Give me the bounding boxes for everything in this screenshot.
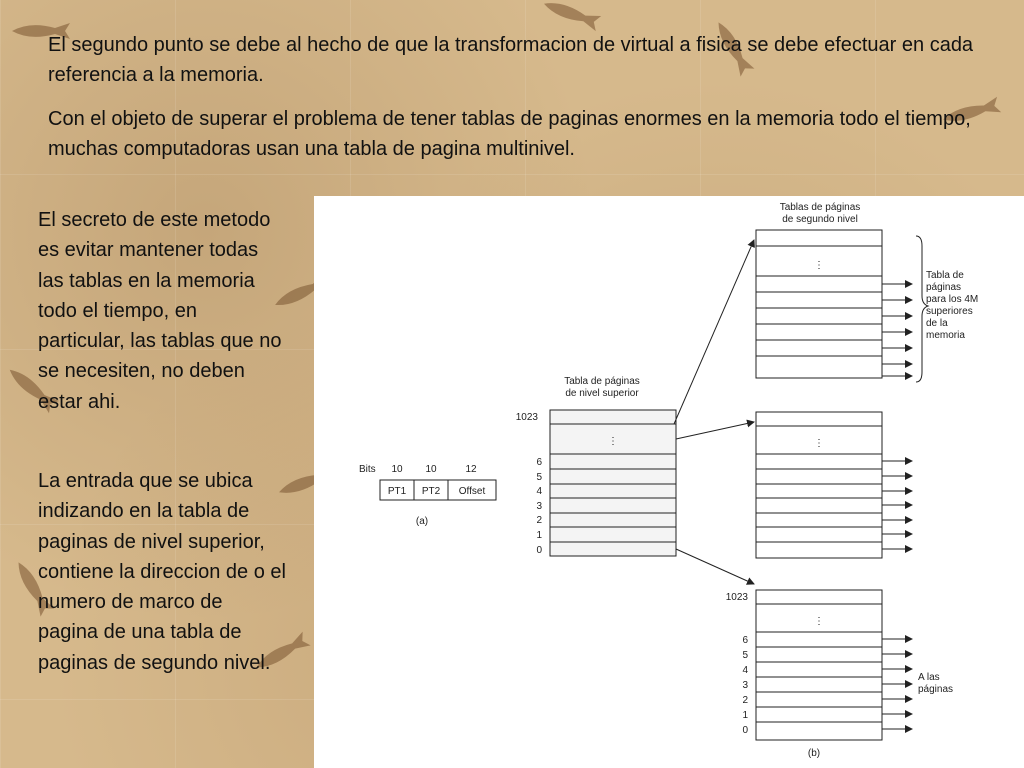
figure-diagram: [314, 196, 1024, 768]
pt2-bits: 10: [425, 464, 437, 475]
paragraph-2: Con el objeto de superar el problema de tener tablas de paginas enormes en la memoria todo el tiempo, muchas computadoras usan una tabla de pagina multinivel.: [48, 108, 971, 160]
lower-row-index-3: 3: [742, 680, 748, 691]
paragraph-4: La entrada que se ubica indizando en la tabla de paginas de nivel superior, contiene la direccion de o el numero de marco de pagina de una tabla de paginas de segundo nivel.: [38, 470, 286, 674]
lower-row-index-2: 2: [742, 695, 748, 706]
pt2-label: PT2: [421, 486, 441, 497]
lower-index-1023: 1023: [725, 592, 748, 603]
caption-a: (a): [415, 516, 429, 527]
to-pages-label-line2: páginas: [918, 684, 954, 695]
top-row-index-4: 4: [536, 486, 542, 497]
brace-label-line3: para los 4M: [926, 294, 979, 305]
top-row-index-5: 5: [536, 472, 542, 483]
paragraph-1: El segundo punto se debe al hecho de que la transformacion de virtual a fisica se debe efectuar en cada referencia a la memoria.: [48, 34, 974, 86]
bits-label: Bits: [359, 464, 376, 475]
top-index-1023: 1023: [515, 412, 538, 423]
lower-row-index-4: 4: [742, 665, 748, 676]
paragraph-3: El secreto de este metodo es evitar mantener todas las tablas en la memoria todo el tiempo, en particular, las tablas que no se necesiten, no deben estar ahi.: [38, 209, 282, 413]
second-level-title-line1: Tablas de páginas: [779, 202, 861, 213]
brace-label-line2: páginas: [926, 282, 962, 293]
address-format-a: [359, 464, 496, 527]
middle-table-ellipsis: ⋮: [814, 438, 824, 449]
top-level-title-line1: Tabla de páginas: [564, 376, 640, 387]
brace-label-line6: memoria: [926, 330, 965, 341]
brace-label-line4: superiores: [926, 306, 973, 317]
brace-label-line1: Tabla de: [926, 270, 964, 281]
top-row-index-2: 2: [536, 515, 542, 526]
pointer-to-lower-table: [676, 549, 754, 584]
to-pages-label-line1: A las: [918, 672, 940, 683]
offset-bits: 12: [465, 464, 477, 475]
top-row-index-1: 1: [536, 530, 542, 541]
brace-label-line5: de la: [926, 318, 948, 329]
top-table-ellipsis: ⋮: [608, 436, 618, 447]
top-row-index-3: 3: [536, 501, 542, 512]
pointer-to-middle-table: [676, 422, 754, 439]
lower-row-index-1: 1: [742, 710, 748, 721]
upper-table-ellipsis: ⋮: [814, 260, 824, 271]
multilevel-page-table-figure: [314, 196, 1024, 768]
offset-label: Offset: [458, 486, 486, 497]
lower-row-index-5: 5: [742, 650, 748, 661]
pt1-label: PT1: [387, 486, 407, 497]
caption-b: (b): [807, 748, 821, 759]
top-row-index-0: 0: [536, 545, 542, 556]
second-level-table-middle: [756, 412, 912, 558]
top-level-title-line2: de nivel superior: [565, 388, 639, 399]
lower-row-index-0: 0: [742, 725, 748, 736]
second-level-table-lower: [726, 590, 953, 759]
pt1-bits: 10: [391, 464, 403, 475]
lower-table-ellipsis: ⋮: [814, 616, 824, 627]
top-row-index-6: 6: [536, 457, 542, 468]
pointer-to-upper-table: [674, 240, 754, 424]
second-level-table-upper: [756, 202, 978, 382]
second-level-title-line2: de segundo nivel: [782, 214, 858, 225]
top-level-page-table: [516, 376, 676, 556]
top-table-box: [550, 410, 676, 556]
lower-row-index-6: 6: [742, 635, 748, 646]
